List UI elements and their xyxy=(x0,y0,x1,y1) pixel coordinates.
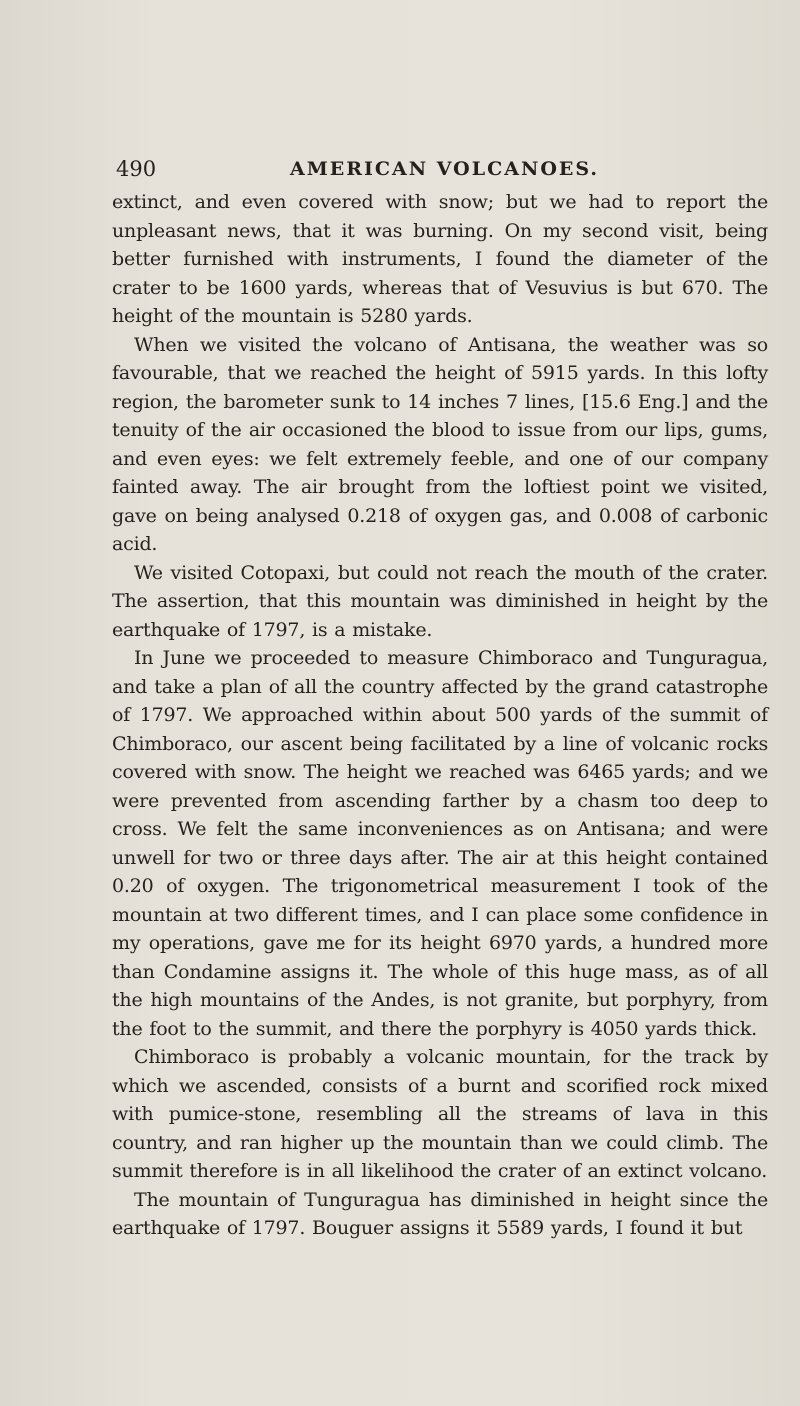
paragraph-cotopaxi: We visited Cotopaxi, but could not reach the mouth of the crater. The assertion, that this mountain was diminished in height by the earthquake of 1797, is a mistake. xyxy=(112,561,768,641)
paragraph-tunguragua: The mountain of Tunguragua has diminished in height since the earthquake of 1797. Bouguer assigns it 5589 yards, I found it but xyxy=(112,1188,768,1239)
running-title: AMERICAN VOLCANOES. xyxy=(290,158,600,180)
paragraph-continuation: extinct, and even covered with snow; but we had to report the unpleasant news, that it was burning. On my second visit, being better furnished with instruments, I found the diameter of the crater to be 1600 yards, whereas that of Vesuvius is but 670. The height of the mountain is 5280 yards. xyxy=(112,191,768,327)
body-text xyxy=(112,188,768,1243)
page-header xyxy=(116,157,756,185)
paragraph-chimboraco-volcanic: Chimboraco is probably a volcanic mountain, for the track by which we ascended, consists of a burnt and scorified rock mixed with pumice-stone, resembling all the streams of lava in this country, and ran higher up the mountain than we could climb. The summit therefore is in all likelihood the crater of an extinct volcano. xyxy=(112,1046,768,1182)
paragraph-antisana: When we visited the volcano of Antisana, the weather was so favourable, that we reached the height of 5915 yards. In this lofty region, the barometer sunk to 14 inches 7 lines, [15.6 Eng.] and the tenuity of the air occasioned the blood to issue from our lips, gums, and even eyes: we felt extremely feeble, and one of our company fainted away. The air brought from the loftiest point we visited, gave on being analysed 0.218 of oxygen gas, and 0.008 of carbonic acid. xyxy=(112,333,768,555)
paragraph-chimboraco-ascent: In June we proceeded to measure Chimboraco and Tunguragua, and take a plan of all the country affected by the grand catastrophe of 1797. We approached within about 500 yards of the summit of Chimboraco, our ascent being facilitated by a line of volcanic rocks covered with snow. The height we reached was 6465 yards; and we were prevented from ascending farther by a chasm too deep to cross. We felt the same inconveniences as on Antisana; and were unwell for two or three days after. The air at this height contained 0.20 of oxygen. The trigonometrical measurement I took of the mountain at two different times, and I can place some confidence in my operations, gave me for its height 6970 yards, a hundred more than Condamine assigns it. The whole of this huge mass, as of all the high mountains of the Andes, is not granite, but porphyry, from the foot to the summit, and there the porphyry is 4050 yards thick. xyxy=(112,647,768,1040)
page-number: 490 xyxy=(116,157,157,181)
